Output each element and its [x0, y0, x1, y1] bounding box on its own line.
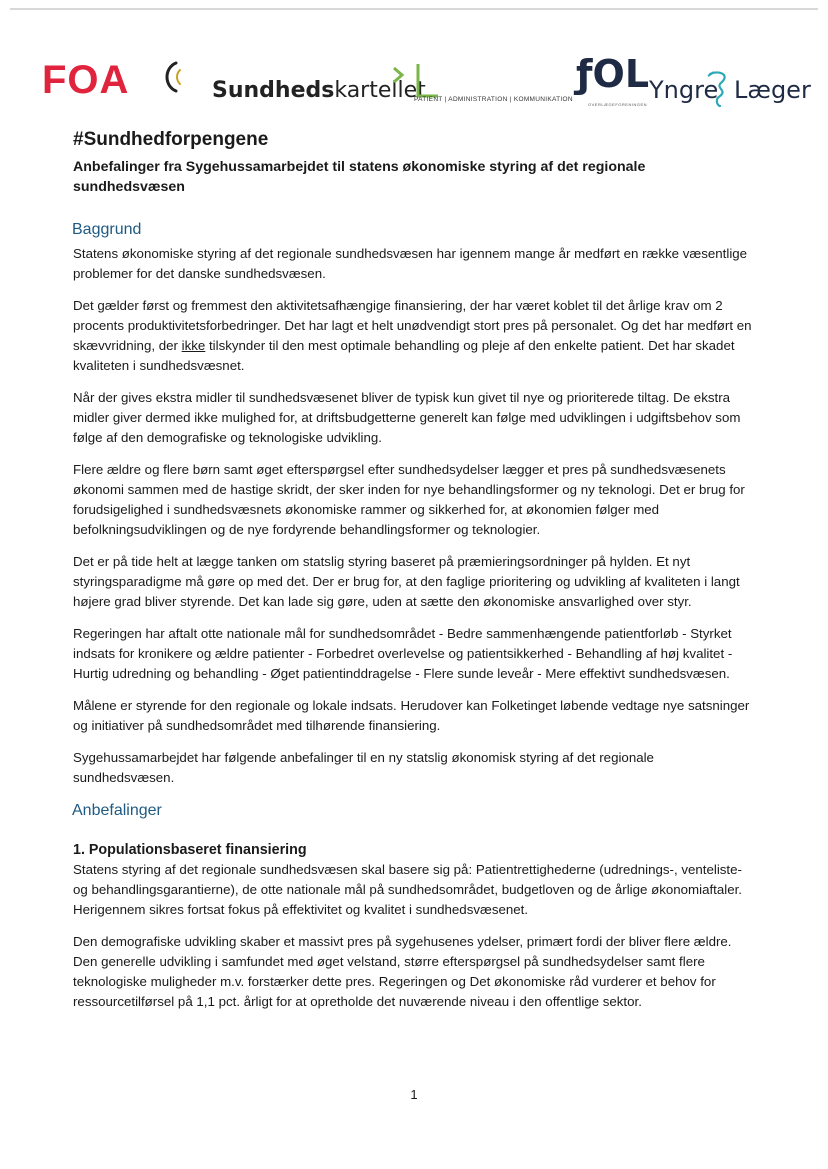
- paragraph: Den demografiske udvikling skaber et massivt pres på sygehusenes ydelser, primært fordi der bliver flere ældre. Den generelle udvikling i samfundet med øget velstand, større efterspørgsel på sundhedsydelser samt flere teknologiske muligheder m.v. forstærker dette pres. Regeringen og Det økonomiske råd vurderer et behov for ressourcetilførsel på 1,1 pct. årligt for at opretholde det nuværende niveau i den offentlige sektor.: [73, 934, 732, 1009]
- logo-header: [0, 50, 828, 110]
- yngre-laeger-logo-yngre: Yngre: [649, 76, 719, 104]
- paragraph: Det gælder først og fremmest den aktivitetsafhængige finansiering, der har været koblet til det årlige krav om 2 procents produktivitetsforbedringer. Det har lagt et helt unødvendigt stort pres på personalet. Og det har medført en skævvridning, der ikke tilskynder til den mest optimale behandling og pleje af den enkelte patient. Det har skadet kvaliteten i sundhedsvæsnet.: [73, 298, 752, 373]
- paragraph: Når der gives ekstra midler til sundhedsvæsenet bliver de typisk kun givet til nye og prioriterede tiltag. De ekstra midler giver dermed ikke mulighed for, at driftsbudgetterne generelt kan følge med udviklingen i udgiftsbehov som følge af den demografiske og teknologiske udvikling.: [73, 390, 741, 445]
- sundhedskartellet-mark-icon: [160, 60, 190, 94]
- page-subtitle: Anbefalinger fra Sygehussamarbejdet til statens økonomiske styring af det regionale sundhedsvæsen: [73, 159, 646, 195]
- paragraph: Statens styring af det regionale sundhedsvæsen skal basere sig på: Patientrettighederne (udrednings-, venteliste- og behandlingsgarantierne), de otte nationale mål på sundhedsområdet, budgetloven og de årlige økonomiaftaler. Herigennem sikres fortsat fokus på effektivitet og kvalitet i sundhedsvæsenet.: [73, 862, 742, 917]
- yngre-laeger-logo-laeger: Læger: [734, 76, 811, 104]
- paragraph: Statens økonomiske styring af det regionale sundhedsvæsen har igennem mange år medført en række væsentlige problemer for det danske sundhedsvæsen.: [73, 246, 748, 281]
- section-heading-anbefalinger: Anbefalinger: [72, 802, 162, 819]
- section-heading-baggrund: Baggrund: [72, 221, 142, 238]
- paragraph: Sygehussamarbejdet har følgende anbefalinger til en ny statslig økonomisk styring af det regionale sundhedsvæsen.: [73, 750, 654, 785]
- document-body: [73, 128, 753, 1024]
- fol-sub-text: OVERLÆGEFORENINGEN: [588, 102, 648, 107]
- pak-tagline: PATIENT | ADMINISTRATION | KOMMUNIKATION: [414, 96, 573, 103]
- paragraph: Det er på tide helt at lægge tanken om statslig styring baseret på præmieringsordninger på hylden. Et nyt styringsparadigme må gøre op med det. Der er brug for, at den faglige prioritering og udvikling af kvaliteten i langt højere grad bliver styrende. Det kan lade sig gøre, uden at sætte den økonomiske ansvarlighed over styr.: [73, 554, 740, 609]
- paragraph: Regeringen har aftalt otte nationale mål for sundhedsområdet - Bedre sammenhængende patientforløb - Styrket indsats for kronikere og ældre patienter - Forbedret overlevelse og patientsikkerhed - Behandling af høj kvalitet - Hurtig udredning og behandling - Øget patientinddragelse - Flere sunde leveår - Mere effektivt sundhedsvæsen.: [73, 626, 733, 681]
- recommendation-heading: 1. Populationsbaseret finansiering: [73, 842, 307, 858]
- scan-top-edge: [10, 8, 818, 10]
- paragraph: Målene er styrende for den regionale og lokale indsats. Herudover kan Folketinget løbende vedtage nye satsninger og initiativer på sundhedsområdet med tilhørende finansiering.: [73, 698, 750, 733]
- yngre-laeger-snake-icon: [704, 68, 734, 108]
- paragraph: Flere ældre og flere børn samt øget efterspørgsel efter sundhedsydelser lægger et pres på sundhedsvæsenets økonomi sammen med de hastige skridt, der sker inden for nye behandlingsformer og ny teknologi. Det er brug for forudsigelighed i sundhedsvæsnets økonomiske rammer og sikkerhed for, at økonomien følger med befolkningsudviklingen og de nye fordyrende behandlingsformer og teknologier.: [73, 462, 745, 537]
- page-number: 1: [410, 1087, 418, 1102]
- fol-logo: ƒOL: [576, 52, 650, 96]
- page-title: #Sundhedforpengene: [73, 129, 269, 150]
- sundhedskartellet-logo: Sundhedskartellet: [212, 78, 426, 103]
- foa-logo: FOA: [42, 58, 130, 102]
